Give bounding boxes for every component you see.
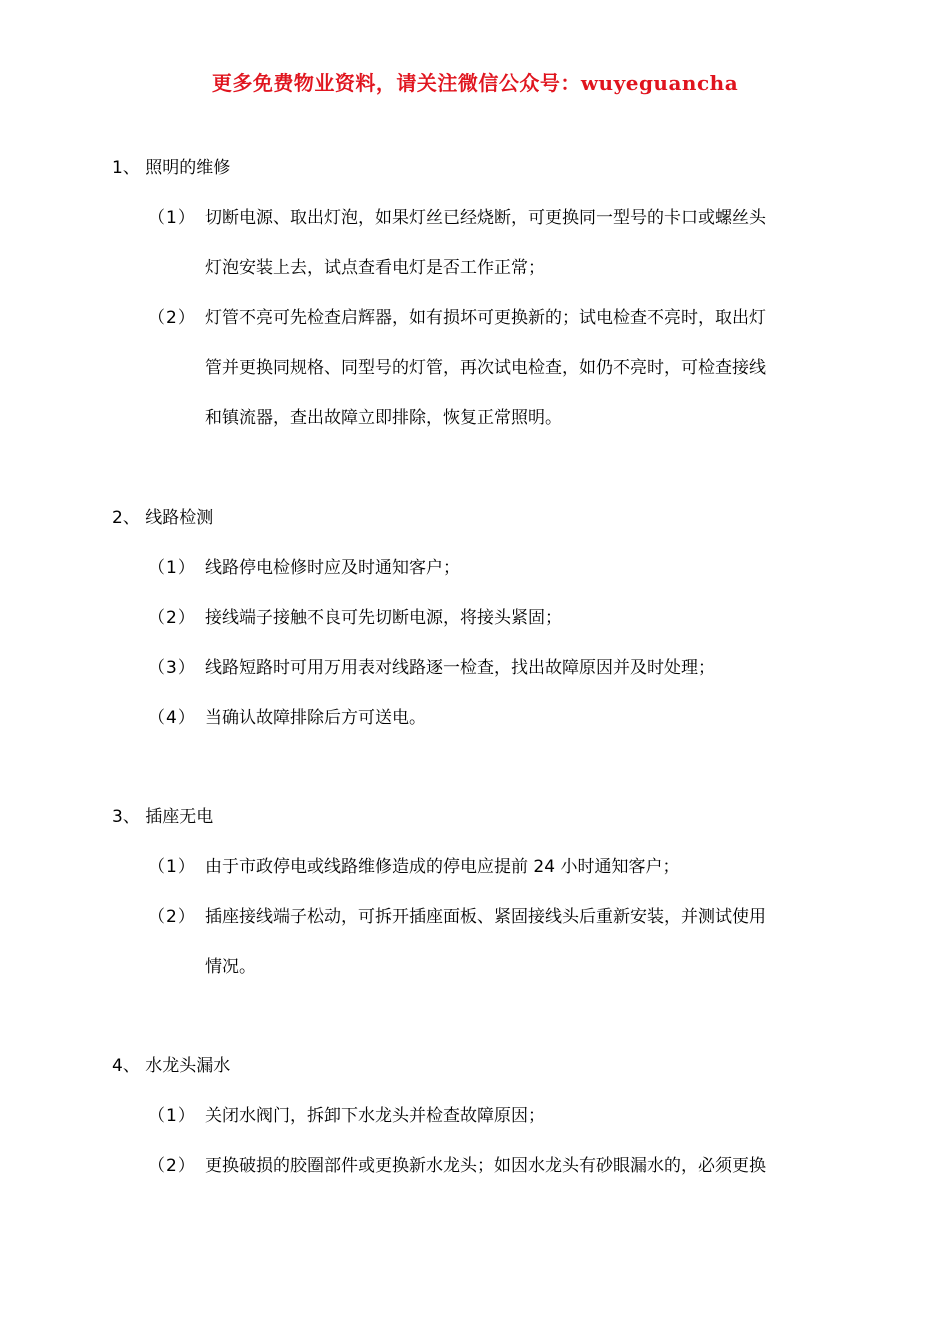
item-text: 更换破损的胶圈部件或更换新水龙头；如因水龙头有砂眼漏水的，必须更换 bbox=[205, 1156, 766, 1176]
item-text: 关闭水阀门，拆卸下水龙头并检查故障原因； bbox=[205, 1106, 545, 1126]
item-text: 插座接线端子松动，可拆开插座面板、紧固接线头后重新安装，并测试使用 bbox=[205, 907, 766, 927]
item-number: （2） bbox=[148, 308, 196, 328]
item-number: （1） bbox=[148, 558, 196, 578]
item-text: 管并更换同规格、同型号的灯管，再次试电检查，如仍不亮时，可检查接线 bbox=[205, 358, 766, 378]
section-title: 4、 水龙头漏水 bbox=[112, 1056, 231, 1076]
item-text: 当确认故障排除后方可送电。 bbox=[205, 708, 426, 728]
item-number: （1） bbox=[148, 208, 196, 228]
item-number: （2） bbox=[148, 608, 196, 628]
item-number: （3） bbox=[148, 658, 196, 678]
item-text: 切断电源、取出灯泡，如果灯丝已经烧断，可更换同一型号的卡口或螺丝头 bbox=[205, 208, 766, 228]
item-text: 灯管不亮可先检查启辉器，如有损坏可更换新的；试电检查不亮时，取出灯 bbox=[205, 308, 766, 328]
item-number: （4） bbox=[148, 708, 196, 728]
item-text: 接线端子接触不良可先切断电源，将接头紧固； bbox=[205, 608, 562, 628]
item-number: （2） bbox=[148, 1156, 196, 1176]
section-title: 2、 线路检测 bbox=[112, 508, 214, 528]
item-text: 情况。 bbox=[205, 957, 256, 977]
section-title: 1、 照明的维修 bbox=[112, 158, 231, 178]
item-text: 和镇流器，查出故障立即排除，恢复正常照明。 bbox=[205, 408, 562, 428]
item-text: 线路短路时可用万用表对线路逐一检查，找出故障原因并及时处理； bbox=[205, 658, 715, 678]
item-number: （1） bbox=[148, 857, 196, 877]
item-text: 由于市政停电或线路维修造成的停电应提前 24 小时通知客户； bbox=[205, 857, 680, 877]
item-text: 灯泡安装上去，试点查看电灯是否工作正常； bbox=[205, 258, 545, 278]
section-title: 3、 插座无电 bbox=[112, 807, 214, 827]
item-text: 线路停电检修时应及时通知客户； bbox=[205, 558, 460, 578]
item-number: （1） bbox=[148, 1106, 196, 1126]
header-banner: 更多免费物业资料，请关注微信公众号：wuyeguancha bbox=[211, 71, 739, 95]
item-number: （2） bbox=[148, 907, 196, 927]
